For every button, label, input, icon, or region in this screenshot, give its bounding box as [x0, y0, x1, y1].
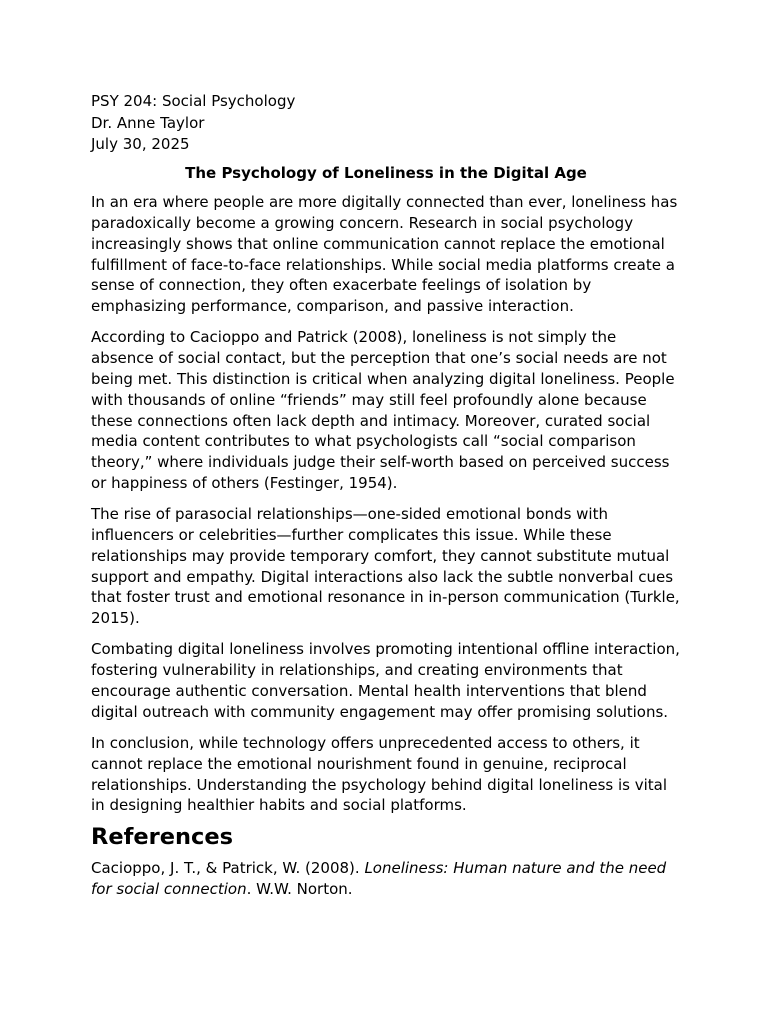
document-title: The Psychology of Loneliness in the Digital Age	[185, 163, 587, 182]
reference-work-title: Loneliness: Human nature and the need for social connection	[91, 858, 667, 898]
references-heading: References	[91, 823, 233, 850]
course-name: PSY 204: Social Psychology	[91, 92, 296, 110]
instructor-name: Dr. Anne Taylor	[91, 113, 205, 132]
reference-publisher: . W.W. Norton.	[246, 879, 353, 898]
reference-authors: Cacioppo, J. T., & Patrick, W. (2008).	[91, 858, 365, 877]
paragraph-combating: Combating digital loneliness involves promoting intentional offline interaction, fostering vulnerability in relationships, and creating environments that encourage authentic conversation. Mental health interventions that blend digital outreach with community engagement may offer promising solutions.	[91, 640, 680, 721]
reference-entry	[91, 858, 681, 900]
paragraph-parasocial: The rise of parasocial relationships—one-sided emotional bonds with influencers or celebrities—further complicates this issue. While these relationships may provide temporary comfort, they cannot substitute mutual support and empathy. Digital interactions also lack the subtle nonverbal cues that foster trust and emotional resonance in in-person communication (Turkle, 2015).	[91, 505, 680, 628]
paragraph-conclusion: In conclusion, while technology offers unprecedented access to others, it cannot replace the emotional nourishment found in genuine, reciprocal relationships. Understanding the psychology behind digital loneliness is vital in designing healthier habits and social platforms.	[91, 733, 668, 815]
paragraph-definition: According to Cacioppo and Patrick (2008), loneliness is not simply the absence of social contact, but the perception that one’s social needs are not being met. This distinction is critical when analyzing digital loneliness. People with thousands of online “friends” may still feel profoundly alone because these connections often lack depth and intimacy. Moreover, curated social media content contributes to what psychologists call “social comparison theory,” where individuals judge their self-worth based on perceived success or happiness of others (Festinger, 1954).	[91, 328, 675, 493]
document-date: July 30, 2025	[91, 135, 190, 153]
document-page	[91, 91, 681, 899]
paragraph-intro: In an era where people are more digitally connected than ever, loneliness has paradoxically become a growing concern. Research in social psychology increasingly shows that online communication cannot replace the emotional fulfillment of face-to-face relationships. While social media platforms create a sense of connection, they often exacerbate feelings of isolation by emphasizing performance, comparison, and passive interaction.	[91, 193, 678, 316]
